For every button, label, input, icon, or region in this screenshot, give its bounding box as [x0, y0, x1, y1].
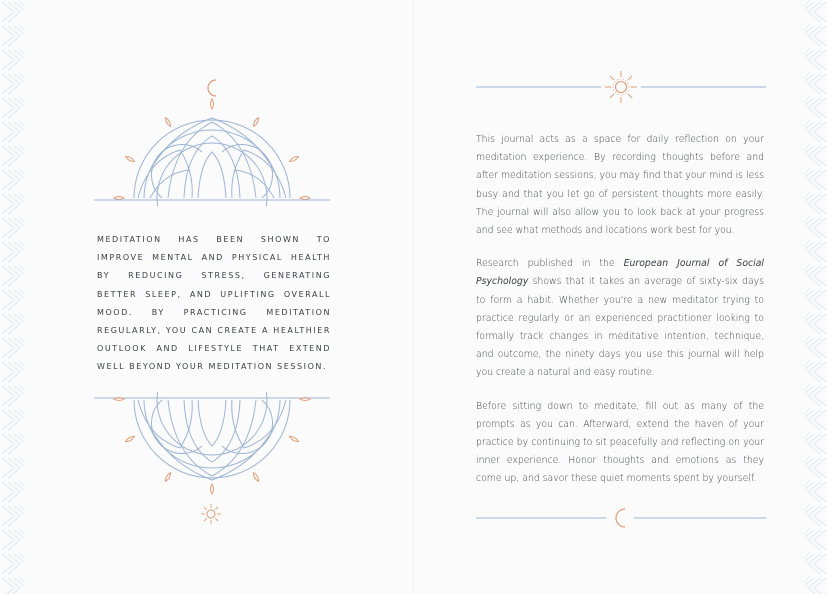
- sun-icon: [201, 504, 221, 524]
- top-divider-sun: [476, 70, 766, 104]
- paragraph-2: Research published in the European Journal of Social Psychology shows that it takes an average of sixty-six days to form a habit. Whether you're a new meditator trying to practice regularly or an experienced practitioner looking to formally track changes in meditative intention, technique, and outcome, the ninety days you use this journal will help you create a natural and easy routine.: [476, 258, 764, 379]
- paragraph-1: This journal acts as a space for daily reflection on your meditation experience. By recording thoughts before and after meditation sessions, you may find that your mind is less busy and that you let go of persistent thoughts more easily. The journal will also allow you to look back at your progress and see what methods and locations work best for you.: [476, 134, 764, 237]
- bottom-mandala-ornament: [94, 392, 330, 530]
- bottom-divider-moon: [476, 505, 766, 531]
- right-border-pattern: [802, 0, 828, 594]
- right-page-body-text: [476, 131, 764, 504]
- sun-icon: [605, 71, 637, 103]
- left-border-pattern: [0, 0, 26, 594]
- crescent-moon-icon: [616, 509, 625, 527]
- paragraph-3: Before sitting down to meditate, fill out as many of the prompts as you can. Afterward, extend the haven of your practice by continuing to sit peacefully and reflecting on your inner experience. Honor thoughts and emotions as they come up, and savor these quiet moments spent by yourself.: [476, 400, 764, 485]
- page-gutter: [413, 0, 414, 594]
- journal-title: European Journal of Social Psychology: [476, 258, 764, 288]
- left-page-body-text: MEDITATION HAS BEEN SHOWN TO IMPROVE MENTAL AND PHYSICAL HEALTH BY REDUCING STRESS, GENERATING BETTER SLEEP, AND UPLIFTING OVERALL MOOD. BY PRACTICING MEDITATION REGULARLY, YOU CAN CREATE A HEALTHIER OUTLOOK AND LIFESTYLE THAT EXTEND WELL BEYOND YOUR MEDITATION SESSION.: [97, 235, 331, 372]
- crescent-moon-icon: [208, 80, 216, 96]
- top-mandala-ornament: [94, 72, 330, 206]
